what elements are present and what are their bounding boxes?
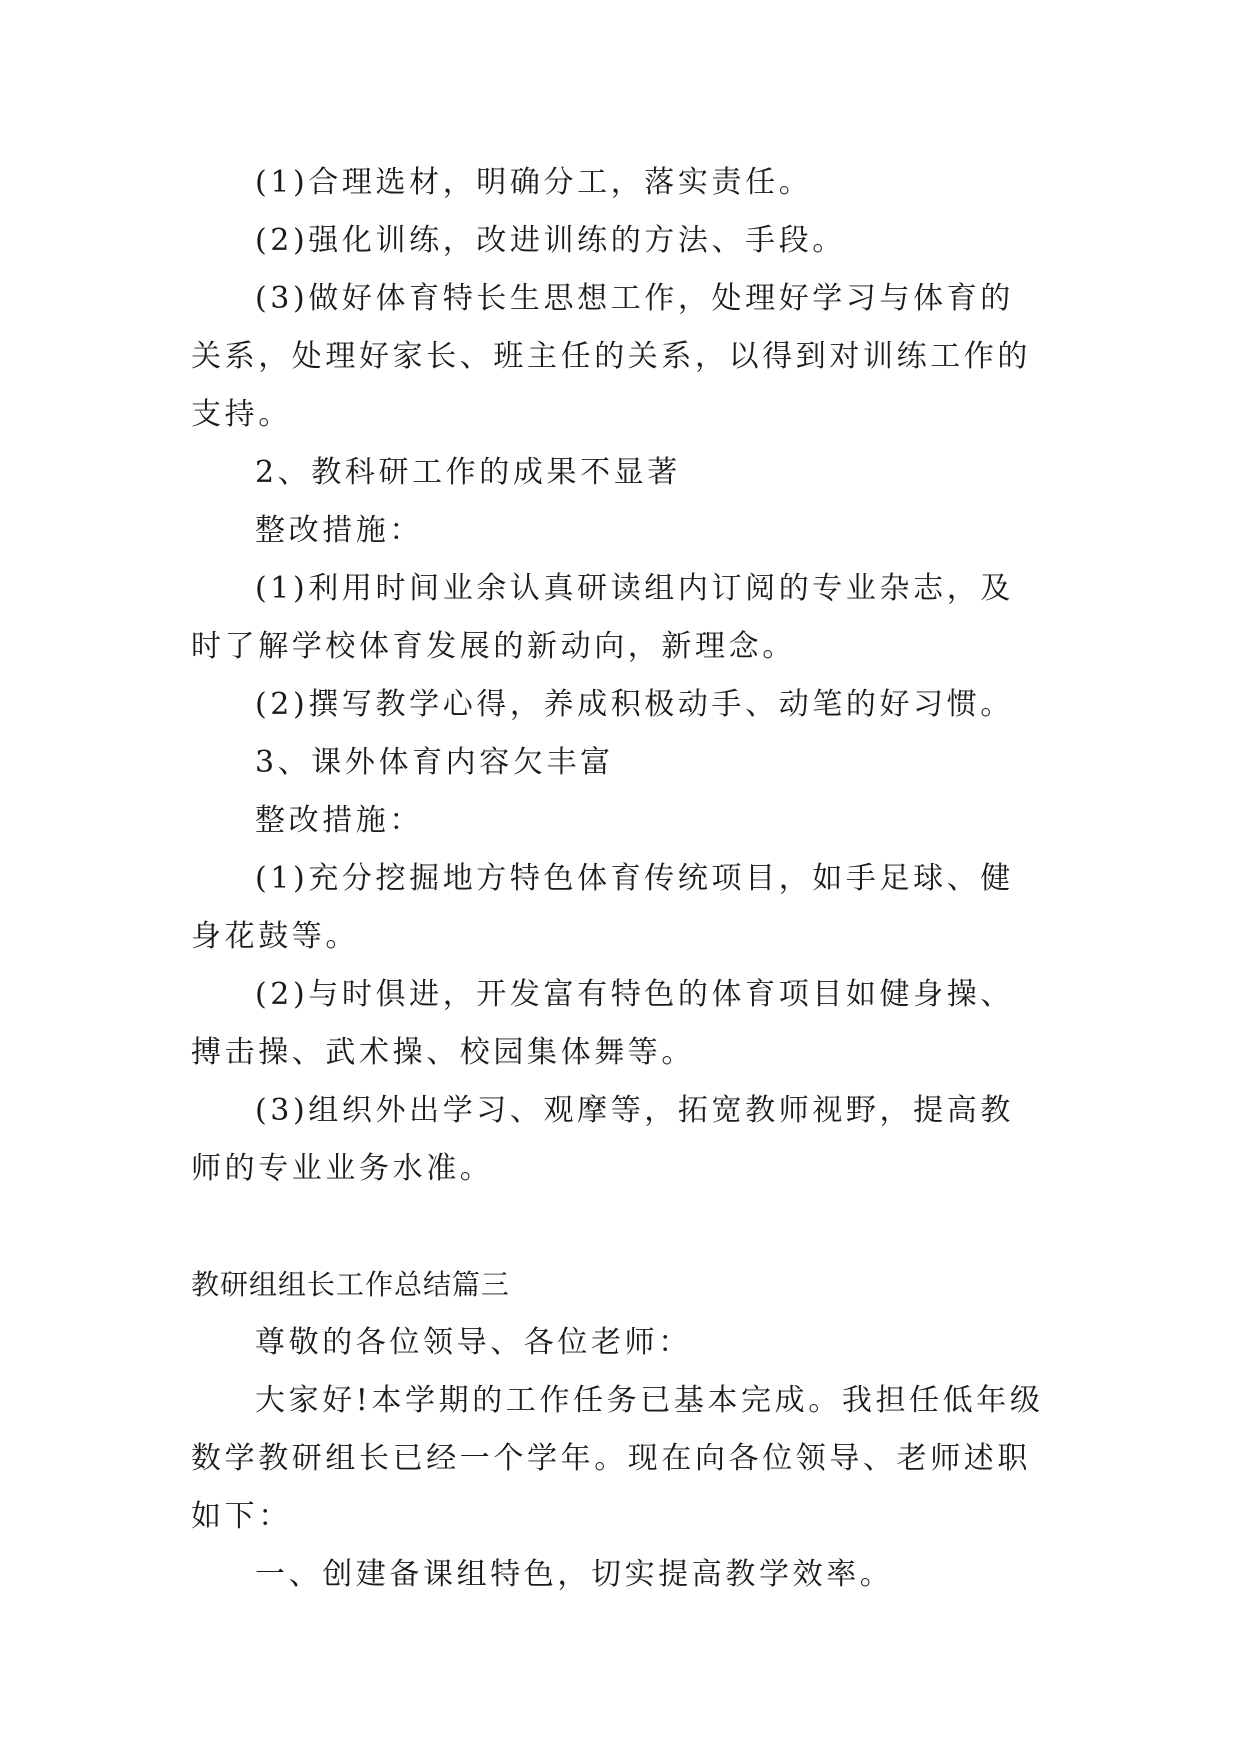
paragraph: 尊敬的各位领导、各位老师： [255, 1325, 692, 1360]
paragraph: (2)与时俱进，开发富有特色的体育项目如健身操、搏击操、武术操、校园集体舞等。 [191, 977, 1014, 1070]
paragraph: (1)合理选材，明确分工，落实责任。 [255, 165, 813, 200]
subheading: 2、教科研工作的成果不显著 [255, 455, 681, 490]
subheading: 3、课外体育内容欠丰富 [255, 745, 614, 780]
paragraph: (2)强化训练，改进训练的方法、手段。 [255, 223, 846, 258]
paragraph: (3)组织外出学习、观摩等，拓宽教师视野，提高教师的专业业务水准。 [191, 1093, 1014, 1186]
paragraph: (2)撰写教学心得，养成积极动手、动笔的好习惯。 [255, 687, 1014, 722]
paragraph: 整改措施： [255, 513, 423, 548]
document-body [191, 154, 1046, 1604]
paragraph: (1)充分挖掘地方特色体育传统项目，如手足球、健身花鼓等。 [191, 861, 1014, 954]
paragraph: 整改措施： [255, 803, 423, 838]
spacer [191, 1198, 1046, 1256]
section-title: 教研组组长工作总结篇三 [191, 1268, 511, 1301]
paragraph: (1)利用时间业余认真研读组内订阅的专业杂志，及时了解学校体育发展的新动向，新理念。 [191, 571, 1014, 664]
paragraph: 大家好!本学期的工作任务已基本完成。我担任低年级数学教研组长已经一个学年。现在向各位领导、老师述职如下： [191, 1383, 1044, 1534]
paragraph: (3)做好体育特长生思想工作，处理好学习与体育的关系，处理好家长、班主任的关系，以得到对训练工作的支持。 [191, 281, 1031, 432]
paragraph: 一、创建备课组特色，切实提高教学效率。 [255, 1557, 894, 1592]
